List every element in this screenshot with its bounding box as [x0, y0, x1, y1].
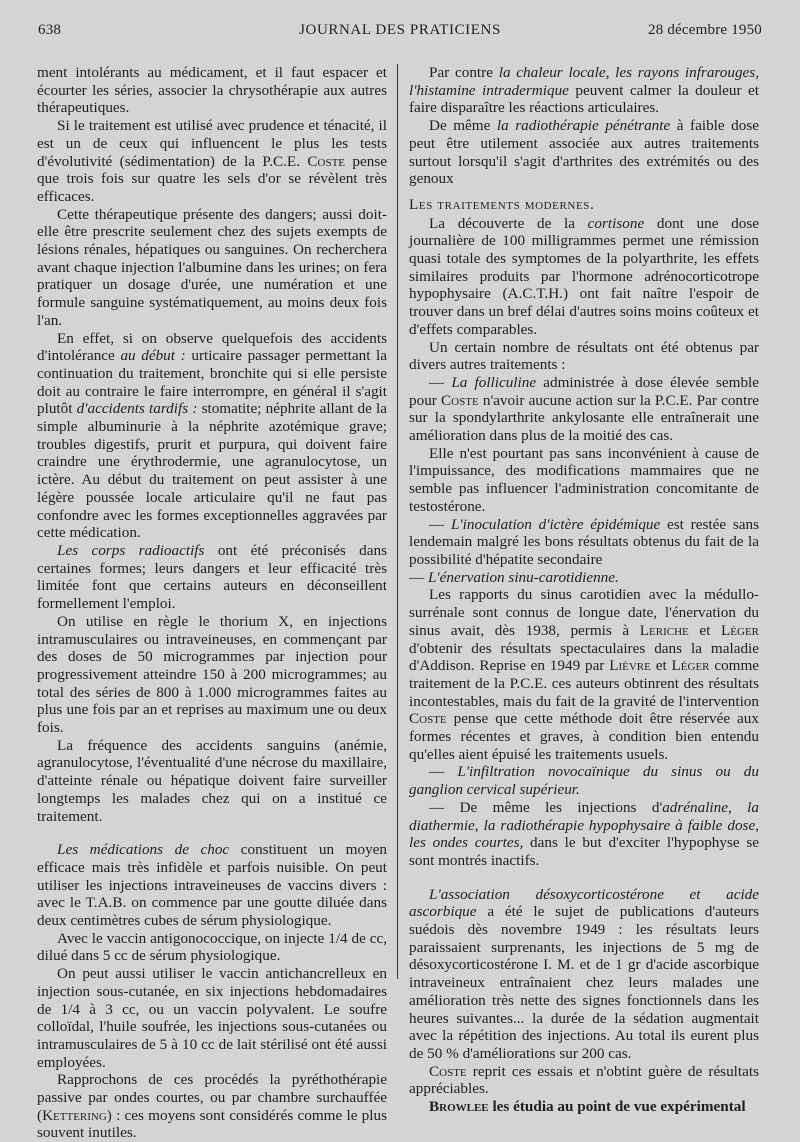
paragraph: Cette thérapeutique présente des dangers; aussi doit-elle être prescrite seulement chez des sujets exempts de lésions rénales, hépatiques ou sanguines. On recherchera avant chaque injection l'albumine dans les urines; on fera pratiquer un dosage d'urée, une numération et une formule sanguine systématiquement, au moins deux fois l'an.: [37, 205, 387, 329]
paragraph: On utilise en règle le thorium X, en injections intramusculaires ou intraveineuses, en commençant par des doses de 50 microgrammes par injection pour progressivement atteindre 150 à 200 microgrammes; au total des séries de 800 à 1.000 microgrammes faites au plus une fois par an et reprises au maximum une ou deux fois.: [37, 612, 387, 737]
paragraph: — L'inoculation d'ictère épidémique est restée sans lendemain malgré les bons résultats obtenus du fait de la possibilité d'hépatite secondaire: [409, 515, 760, 568]
paragraph: Browlee les étudia au point de vue expérimental: [429, 1098, 746, 1116]
paragraph: La découverte de la cortisone dont une dose journalière de 100 milligrammes permet une rémission quasi totale des symptomes de la polyarthrite, les effets similaires produits par l'hormone adrénocorticotrope hypophysaire (A.C.T.H.) ont fait naître l'espoir de trouver dans un bref délai d'autres soins moins coûteux et d'effets comparables.: [409, 214, 760, 338]
paragraph: Les corps radioactifs ont été préconisés dans certaines formes; leurs dangers et leur efficacité très limitée font que certains auteurs en déconseillent formellement l'emploi.: [37, 541, 387, 613]
paragraph: Un certain nombre de résultats ont été obtenus par divers autres traitements :: [409, 338, 759, 374]
paragraph: — L'infiltration novocaïnique du sinus ou du ganglion cervical supérieur.: [409, 763, 759, 799]
journal-title: JOURNAL DES PRATICIENS: [299, 22, 501, 38]
paragraph: Avec le vaccin antigonococcique, on injecte 1/4 de cc, dilué dans 5 cc de sérum physiologique.: [37, 929, 387, 965]
paragraph: Les médications de choc constituent un moyen efficace mais très infidèle et parfois nuisible. On peut utiliser les injections intraveineuses de vaccins divers : avec le T.A.B. on commence par une goutte diluée dans deux centimètres cubes de sérum physiologique.: [37, 841, 388, 930]
paragraph: — L'énervation sinu-carotidienne.: [409, 568, 619, 586]
paragraph: Par contre la chaleur locale, les rayons infrarouges, l'histamine intradermique peuvent calmer la douleur et faire disparaître les réactions articulaires.: [409, 64, 759, 117]
paragraph: ment intolérants au médicament, et il faut espacer et écourter les séries, associer la chrysothérapie aux autres thérapeutiques.: [37, 64, 387, 117]
section-heading: Les traitements modernes.: [409, 195, 595, 213]
page-number: 638: [38, 22, 62, 38]
paragraph: Elle n'est pourtant pas sans inconvénient à cause de l'impuissance, des modifications mammaires que ne semble pas influencer l'administration concomitante de testostérone.: [409, 444, 759, 515]
paragraph: Les rapports du sinus carotidien avec la médullo-surrénale sont connus de longue date, l'énervation du sinus avait, dès 1938, permis à Leriche et Léger d'obtenir des résultats spectaculaires dans la maladie d'Addison. Reprise en 1949 par Lièvre et Léger comme traitement de la P.C.E. ces auteurs obtinrent des résultats incontestables, mais du fait de la gravité de l'intervention Coste pense que cette méthode doit être réservée aux formes récentes et graves, à condition bien entendu qu'elles aient épuisé les traitements usuels.: [409, 586, 760, 763]
paragraph: De même la radiothérapie pénétrante à faible dose peut être utilement associée aux autres traitements surtout lorsqu'il s'agit d'arthrites des extrémités ou des genoux: [409, 117, 759, 188]
paragraph: Rapprochons de ces procédés la pyréthothérapie passive par ondes courtes, ou par chambre surchauffée (Kettering) : ces moyens sont considérés comme le plus souvent inutiles.: [37, 1071, 387, 1142]
paragraph: Si le traitement est utilisé avec prudence et ténacité, il est un de ceux qui influencent le plus les tests d'évolutivité (sédimentation) de la P.C.E. Coste pense que trois fois sur quatre les sels d'or se révèlent très efficaces.: [37, 117, 388, 205]
paragraph: On peut aussi utiliser le vaccin antichancrelleux en injection sous-cutanée, en six injections hebdomadaires de 1/4 à 3 cc, ou un vaccin polyvalent. Le soufre colloïdal, l'huile soufrée, les injections sous-cutanées ou intramusculaires de 5 à 10 cc de lait stérilisé ont été aussi employées.: [37, 965, 387, 1071]
paragraph: Coste reprit ces essais et n'obtint guère de résultats appréciables.: [409, 1062, 759, 1098]
paragraph: — La folliculine administrée à dose élevée semble pour Coste n'avoir aucune action sur la P.C.E. Par contre sur la spondylarthrite ankylosante elle entraînerait une amélioration dans plus de la moitié des cas.: [409, 373, 760, 445]
page-header: [38, 22, 762, 44]
column-divider: [397, 64, 398, 979]
issue-date: 28 décembre 1950: [648, 22, 762, 38]
right-column: [409, 64, 760, 1116]
left-column: [37, 64, 388, 1142]
paragraph: La fréquence des accidents sanguins (anémie, agranulocytose, l'éventualité d'une nécrose du maxillaire, d'atteinte rénale ou hépatique doivent faire surveiller longtemps les malades chez qui on a institué ce traitement.: [37, 736, 387, 825]
paragraph: En effet, si on observe quelquefois des accidents d'intolérance au début : urticaire passager permettant la continuation du traitement, bronchite qui si elle persiste doit au contraire le faire interrompre, en général il s'agit plutôt d'accidents tardifs : stomatite; néphrite allant de la simple albuminurie à la néphrite azotémique grave; troubles digestifs, prurit et purpura, qui doivent faire craindre une érythrodermie, une agranulocytose, un ictère. Au début du traitement on peut assister à une légère poussée locale articulaire qu'il ne faut pas confondre avec les formes exceptionnelles aggravées par cette médication.: [37, 329, 388, 542]
paragraph: L'association désoxycorticostérone et acide ascorbique a été le sujet de publications d'auteurs suédois dès novembre 1949 : les résultats leurs paraissaient surprenants, les injections de 5 mg de désoxycorticostérone I. M. et de 1 gr d'acide ascorbique intraveineux entraînaient chez leurs malades une amélioration très nette des signes fonctionnels dans les heures suivantes... la durée de la sédation augmentait avec la répétition des injections. Au total ils eurent plus de 50 % d'améliorations sur 200 cas.: [409, 885, 759, 1062]
paragraph: — De même les injections d'adrénaline, la diathermie, la radiothérapie hypophysaire à faible dose, les ondes courtes, dans le but d'exciter l'hypophyse se sont montrés inactifs.: [409, 798, 760, 869]
